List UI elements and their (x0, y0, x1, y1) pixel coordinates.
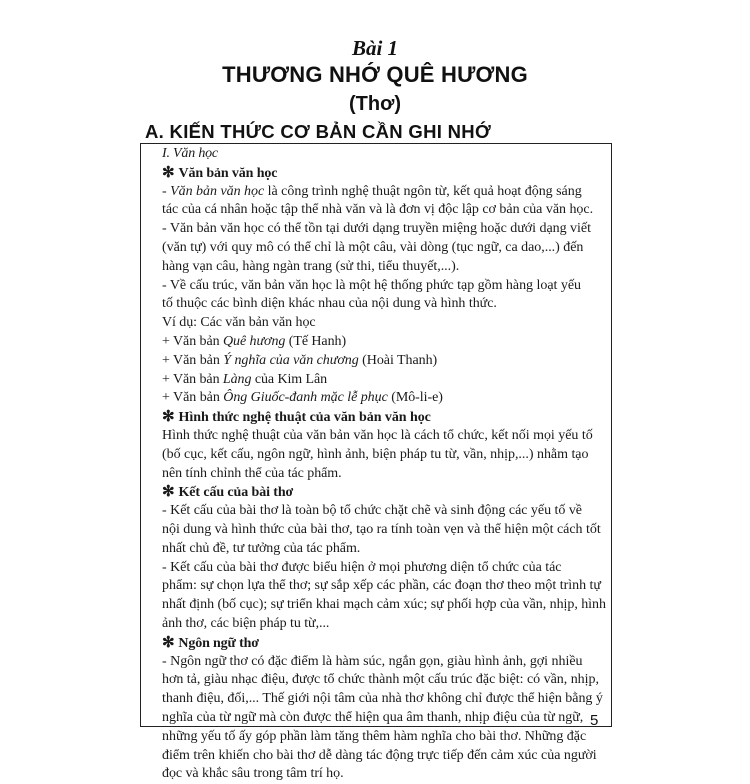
paragraph-line: nhất chủ đề, tư tưởng của tác phẩm. (162, 540, 361, 556)
paragraph-line: những yếu tố ấy góp phần làm tăng thêm hàm nghĩa cho bài thơ. Những đặc (162, 728, 587, 744)
paragraph-line: - Văn bản văn học là công trình nghệ thuật ngôn từ, kết quả hoạt động sáng (162, 183, 582, 199)
topic-heading: ✻ Hình thức nghệ thuật của văn bản văn học (162, 409, 431, 426)
paragraph-line: - Kết cấu của bài thơ được biểu hiện ở mọi phương diện tổ chức của tác (162, 559, 562, 575)
content-text (162, 145, 608, 784)
paragraph-line: phẩm: sự chọn lựa thể thơ; sự sắp xếp các phần, các đoạn thơ theo một trình tự (162, 578, 601, 594)
paragraph-line: nội dung và hình thức của bài thơ, tạo ra tính toàn vẹn và thể hiện một cách tốt (162, 521, 601, 537)
page-subtitle: (Thơ) (349, 93, 401, 115)
paragraph-line: điểm trên khiến cho bài thơ dễ dàng tác động trực tiếp đến cảm xúc của người (162, 747, 597, 763)
list-item: + Văn bản Làng của Kim Lân (162, 371, 328, 387)
paragraph-line: nhất định (bố cục); sự triển khai mạch cảm xúc; sự phối hợp của vần, nhịp, hình (162, 597, 606, 613)
paragraph-line: ảnh thơ, các biện pháp tu từ,... (162, 615, 330, 631)
paragraph-line: nên tính chỉnh thể của tác phẩm. (162, 465, 342, 481)
paragraph-line: - Văn bản văn học có thể tồn tại dưới dạng truyền miệng hoặc dưới dạng viết (162, 221, 591, 237)
page-title: THƯƠNG NHỚ QUÊ HƯƠNG (222, 62, 528, 87)
paragraph-line: - Kết cấu của bài thơ là toàn bộ tổ chức chặt chẽ và sinh động các yếu tố về (162, 503, 582, 519)
paragraph-line: Hình thức nghệ thuật của văn bản văn học là cách tổ chức, kết nối mọi yếu tố (162, 427, 593, 443)
paragraph-line: (văn tự) với quy mô có thể chỉ là một câu, vài dòng (tục ngữ, ca dao,...) đến (162, 239, 584, 255)
page-number: 5 (590, 712, 599, 729)
topic-heading: ✻ Văn bản văn học (162, 164, 278, 181)
paragraph-line: - Ngôn ngữ thơ có đặc điểm là hàm súc, ngắn gọn, giàu hình ảnh, gợi nhiều (162, 653, 583, 669)
list-item: + Văn bản Ông Giuốc-đanh mặc lễ phục (Mô-li-e) (162, 390, 443, 406)
asterisk-icon: ✻ (162, 409, 175, 426)
paragraph-line: (bố cục, kết cấu, ngôn ngữ, hình ảnh, biện pháp tu từ, vần, nhịp,...) nhằm tạo (162, 446, 589, 462)
asterisk-icon: ✻ (162, 164, 175, 181)
subsection-heading: I. Văn học (162, 146, 218, 161)
topic-heading: ✻ Kết cấu của bài thơ (162, 484, 294, 501)
paragraph-line: đọc và khắc sâu trong tâm trí họ. (162, 766, 344, 782)
topic-heading: ✻ Ngôn ngữ thơ (162, 634, 259, 651)
paragraph-line: tác của cá nhân hoặc tập thể nhà văn và là đơn vị độc lập cơ bản của văn học. (162, 202, 594, 218)
paragraph-line: nghĩa của từ ngữ mà còn được thể hiện qua âm thanh, nhịp điệu của từ ngữ, (162, 709, 584, 725)
paragraph-line: tố thuộc các bình diện khác nhau của nội dung và hình thức. (162, 296, 497, 312)
paragraph-line: hơn tả, giàu nhạc điệu, được tổ chức thành một cấu trúc đặc biệt: có vần, nhịp, (162, 672, 599, 688)
paragraph-line: thanh điệu, đối,... Thế giới nội tâm của nhà thơ không chỉ được thể hiện bằng ý (162, 691, 603, 707)
paragraph-line: hàng vạn câu, hàng ngàn trang (sử thi, tiểu thuyết,...). (162, 258, 460, 274)
list-item: + Văn bản Quê hương (Tế Hanh) (162, 333, 347, 349)
paragraph-line: Ví dụ: Các văn bản văn học (162, 315, 316, 331)
paragraph-line: - Về cấu trúc, văn bản văn học là một hệ thống phức tạp gồm hàng loạt yếu (162, 277, 581, 293)
list-item: + Văn bản Ý nghĩa của văn chương (Hoài Thanh) (162, 352, 438, 368)
lesson-label: Bài 1 (351, 36, 399, 60)
asterisk-icon: ✻ (162, 484, 175, 501)
asterisk-icon: ✻ (162, 634, 175, 651)
section-heading: A. KIẾN THỨC CƠ BẢN CẦN GHI NHỚ (145, 121, 492, 142)
